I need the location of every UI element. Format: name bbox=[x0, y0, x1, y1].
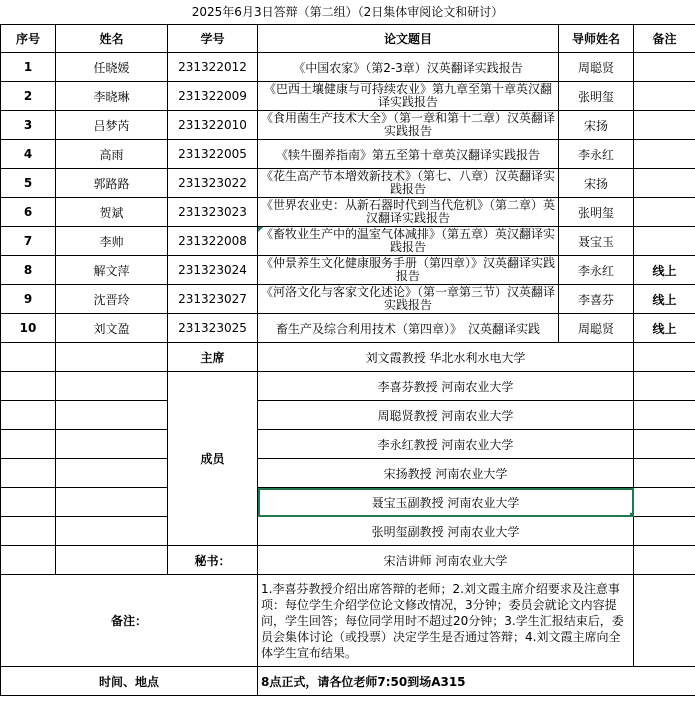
table-row bbox=[1, 169, 695, 198]
notes-cell[interactable]: 1.李喜芬教授介绍出席答辩的老师；2.刘文霞主席介绍要求及注意事项：每位学生介绍学位论文修改情况，3分钟；委员会就论文内容提问，学生回答；每位同学用时不超过20分钟；3.学生汇报结束后，委员会集体讨论（或投票）决定学生是否通过答辩；4.刘文霞主席向全体学生宣布结果。 bbox=[258, 575, 634, 667]
row-no-cell[interactable]: 9 bbox=[1, 285, 56, 314]
committee-row bbox=[1, 372, 695, 401]
header-remark[interactable]: 备注 bbox=[634, 25, 695, 53]
table-row bbox=[1, 53, 695, 82]
topic-cell[interactable] bbox=[258, 314, 559, 343]
student-id-cell[interactable]: 231323027 bbox=[168, 285, 258, 314]
remark-cell[interactable]: 线上 bbox=[634, 256, 695, 285]
member-cell[interactable]: 张明玺副教授 河南农业大学 bbox=[258, 517, 634, 546]
advisor-cell[interactable]: 宋扬 bbox=[559, 111, 634, 140]
committee-row bbox=[1, 401, 695, 430]
student-id-cell[interactable]: 231322008 bbox=[168, 227, 258, 256]
blank-cell[interactable] bbox=[1, 372, 56, 401]
time-label[interactable]: 时间、地点 bbox=[1, 667, 258, 696]
blank-cell[interactable] bbox=[1, 546, 56, 575]
committee-row bbox=[1, 430, 695, 459]
committee-row bbox=[1, 517, 695, 546]
row-no-cell[interactable]: 10 bbox=[1, 314, 56, 343]
student-name-cell[interactable]: 李帅 bbox=[56, 227, 168, 256]
remark-cell[interactable] bbox=[634, 198, 695, 227]
topic-text: 《河洛文化与客家文化述论》（第一章第三节）汉英翻译实践报告 bbox=[261, 285, 556, 312]
blank-cell[interactable] bbox=[56, 488, 168, 517]
row-no-cell[interactable]: 5 bbox=[1, 169, 56, 198]
advisor-cell[interactable]: 张明玺 bbox=[559, 82, 634, 111]
remark-cell[interactable] bbox=[634, 111, 695, 140]
topic-cell[interactable] bbox=[258, 227, 559, 256]
member-cell[interactable]: 聂宝玉副教授 河南农业大学 bbox=[258, 488, 634, 517]
student-name-cell[interactable]: 解文萍 bbox=[56, 256, 168, 285]
committee-row bbox=[1, 459, 695, 488]
remark-cell[interactable] bbox=[634, 140, 695, 169]
secretary-label[interactable]: 秘书： bbox=[168, 546, 258, 575]
notes-row bbox=[1, 575, 695, 667]
table-row bbox=[1, 140, 695, 169]
blank-cell[interactable] bbox=[634, 372, 695, 401]
student-name-cell[interactable]: 郭路路 bbox=[56, 169, 168, 198]
blank-cell[interactable] bbox=[1, 488, 56, 517]
blank-cell[interactable] bbox=[634, 401, 695, 430]
advisor-cell[interactable]: 李喜芬 bbox=[559, 285, 634, 314]
row-no-cell[interactable]: 6 bbox=[1, 198, 56, 227]
blank-cell[interactable] bbox=[634, 517, 695, 546]
committee-row bbox=[1, 546, 695, 575]
topic-cell[interactable] bbox=[258, 256, 559, 285]
student-id-cell[interactable]: 231322012 bbox=[168, 53, 258, 82]
student-name-cell[interactable]: 李晓琳 bbox=[56, 82, 168, 111]
row-no-cell[interactable]: 4 bbox=[1, 140, 56, 169]
blank-cell[interactable] bbox=[56, 401, 168, 430]
topic-cell[interactable] bbox=[258, 111, 559, 140]
blank-cell[interactable] bbox=[1, 459, 56, 488]
topic-text: 《花生高产节本增效新技术》（第七、八章）汉英翻译实践报告 bbox=[261, 169, 556, 196]
blank-cell[interactable] bbox=[634, 488, 695, 517]
student-name-cell[interactable]: 吕梦芮 bbox=[56, 111, 168, 140]
student-name-cell[interactable]: 高雨 bbox=[56, 140, 168, 169]
student-id-cell[interactable]: 231323025 bbox=[168, 314, 258, 343]
notes-label[interactable]: 备注： bbox=[1, 575, 258, 667]
student-id-cell[interactable]: 231323022 bbox=[168, 169, 258, 198]
student-name-cell[interactable]: 任晓媛 bbox=[56, 53, 168, 82]
topic-cell[interactable] bbox=[258, 53, 559, 82]
table-row bbox=[1, 111, 695, 140]
remark-cell[interactable] bbox=[634, 53, 695, 82]
topic-text: 畜生产及综合利用技术（第四章）》 汉英翻译实践 bbox=[275, 321, 540, 336]
topic-text: 《中国农家》（第2-3章）汉英翻译实践报告 bbox=[293, 60, 523, 75]
advisor-cell[interactable]: 李永红 bbox=[559, 140, 634, 169]
student-id-cell[interactable]: 231322009 bbox=[168, 82, 258, 111]
topic-cell[interactable] bbox=[258, 82, 559, 111]
remark-cell[interactable]: 线上 bbox=[634, 314, 695, 343]
topic-cell[interactable] bbox=[258, 169, 559, 198]
advisor-cell[interactable]: 李永红 bbox=[559, 256, 634, 285]
advisor-cell[interactable]: 聂宝玉 bbox=[559, 227, 634, 256]
blank-cell[interactable] bbox=[56, 372, 168, 401]
blank-cell[interactable] bbox=[56, 546, 168, 575]
advisor-cell[interactable]: 宋扬 bbox=[559, 169, 634, 198]
student-name-cell[interactable]: 贺斌 bbox=[56, 198, 168, 227]
header-id[interactable]: 学号 bbox=[168, 25, 258, 53]
table-row bbox=[1, 285, 695, 314]
blank-cell[interactable] bbox=[56, 430, 168, 459]
member-cell[interactable]: 李喜芬教授 河南农业大学 bbox=[258, 372, 634, 401]
row-no-cell[interactable]: 1 bbox=[1, 53, 56, 82]
student-name-cell[interactable]: 沈晋玲 bbox=[56, 285, 168, 314]
student-id-cell[interactable]: 231322010 bbox=[168, 111, 258, 140]
member-cell[interactable]: 宋扬教授 河南农业大学 bbox=[258, 459, 634, 488]
header-name[interactable]: 姓名 bbox=[56, 25, 168, 53]
sheet-title: 2025年6月3日答辩（第二组）（2日集体审阅论文和研讨） bbox=[191, 5, 504, 19]
student-id-cell[interactable]: 231323023 bbox=[168, 198, 258, 227]
student-name-cell[interactable]: 刘文盈 bbox=[56, 314, 168, 343]
chair-label[interactable]: 主席 bbox=[168, 343, 258, 372]
remark-cell[interactable]: 线上 bbox=[634, 285, 695, 314]
blank-cell[interactable] bbox=[634, 430, 695, 459]
blank-cell[interactable] bbox=[1, 343, 56, 372]
remark-cell[interactable] bbox=[634, 169, 695, 198]
blank-cell[interactable] bbox=[634, 546, 695, 575]
row-no-cell[interactable]: 7 bbox=[1, 227, 56, 256]
member-cell[interactable]: 周聪贤教授 河南农业大学 bbox=[258, 401, 634, 430]
remark-cell[interactable] bbox=[634, 82, 695, 111]
topic-text: 《巴西土壤健康与可持续农业》第九章至第十章英汉翻译实践报告 bbox=[263, 82, 552, 109]
chair-cell[interactable]: 刘文霞教授 华北水利水电大学 bbox=[258, 343, 634, 372]
blank-cell[interactable] bbox=[1, 517, 56, 546]
blank-cell[interactable] bbox=[56, 517, 168, 546]
topic-cell[interactable] bbox=[258, 198, 559, 227]
row-no-cell[interactable]: 3 bbox=[1, 111, 56, 140]
topic-text: 《仲景养生文化健康服务手册（第四章）》汉英翻译实践报告 bbox=[261, 256, 556, 283]
row-no-cell[interactable]: 2 bbox=[1, 82, 56, 111]
members-label[interactable]: 成员 bbox=[168, 372, 258, 546]
student-id-cell[interactable]: 231323024 bbox=[168, 256, 258, 285]
blank-cell[interactable] bbox=[634, 459, 695, 488]
header-advisor[interactable]: 导师姓名 bbox=[559, 25, 634, 53]
blank-cell[interactable] bbox=[634, 343, 695, 372]
table-row bbox=[1, 198, 695, 227]
topic-cell[interactable] bbox=[258, 140, 559, 169]
advisor-cell[interactable]: 周聪贤 bbox=[559, 314, 634, 343]
blank-cell[interactable] bbox=[56, 459, 168, 488]
blank-cell[interactable] bbox=[1, 401, 56, 430]
committee-row bbox=[1, 488, 695, 517]
advisor-cell[interactable]: 周聪贤 bbox=[559, 53, 634, 82]
topic-cell[interactable] bbox=[258, 285, 559, 314]
member-cell[interactable]: 李永红教授 河南农业大学 bbox=[258, 430, 634, 459]
student-id-cell[interactable]: 231322005 bbox=[168, 140, 258, 169]
header-no[interactable]: 序号 bbox=[1, 25, 56, 53]
secretary-cell[interactable]: 宋洁讲师 河南农业大学 bbox=[258, 546, 634, 575]
table-row bbox=[1, 314, 695, 343]
advisor-cell[interactable]: 张明玺 bbox=[559, 198, 634, 227]
topic-text: 《犊牛圈养指南》第五至第十章英汉翻译实践报告 bbox=[275, 147, 540, 162]
table-row bbox=[1, 227, 695, 256]
remark-cell[interactable] bbox=[634, 227, 695, 256]
table-row bbox=[1, 256, 695, 285]
table-row bbox=[1, 82, 695, 111]
time-cell[interactable]: 8点正式，请各位老师7:50到场A315 bbox=[258, 667, 695, 696]
header-topic[interactable]: 论文题目 bbox=[258, 25, 559, 53]
topic-text: 《畜牧业生产中的温室气体减排》（第五章）英汉翻译实践报告 bbox=[261, 227, 556, 254]
blank-cell[interactable] bbox=[634, 575, 695, 667]
topic-text: 《世界农业史：从新石器时代到当代危机》（第二章）英汉翻译实践报告 bbox=[261, 198, 556, 225]
row-no-cell[interactable]: 8 bbox=[1, 256, 56, 285]
blank-cell[interactable] bbox=[1, 430, 56, 459]
committee-row bbox=[1, 343, 695, 372]
comment-marker-icon bbox=[258, 227, 263, 232]
time-row bbox=[1, 667, 695, 696]
defense-schedule-table bbox=[0, 24, 695, 696]
topic-text: 《食用菌生产技术大全》（第一章和第十二章）汉英翻译实践报告 bbox=[261, 111, 556, 138]
header-row bbox=[1, 25, 695, 53]
blank-cell[interactable] bbox=[56, 343, 168, 372]
